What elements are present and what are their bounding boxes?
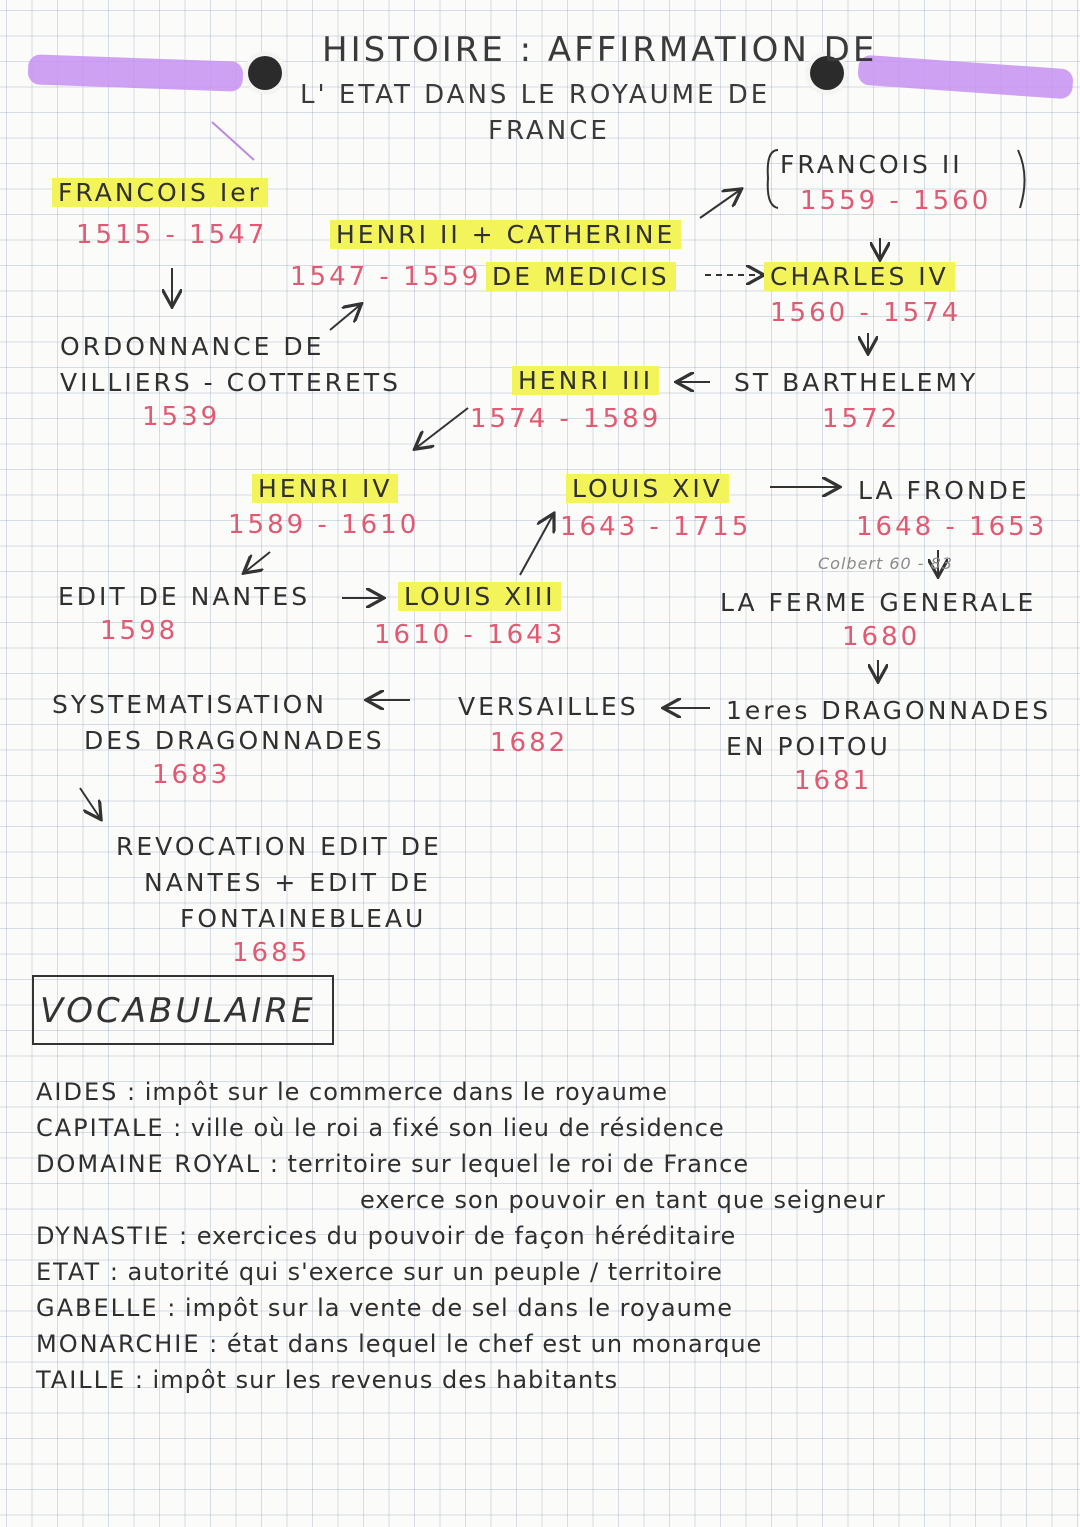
systematisation-date: 1683 [152,760,231,790]
page-title-line2: L' ETAT DANS LE ROYAUME DE [300,80,771,110]
vocab-term: AIDES [36,1078,119,1106]
edit-nantes-name: EDIT DE NANTES [58,582,311,611]
vocab-definition: : impôt sur la vente de sel dans le royaume [167,1294,733,1322]
vocab-entry [360,1186,886,1214]
ferme-date: 1680 [842,622,921,652]
henri2-dates: 1547 - 1559 [290,262,482,292]
edit-nantes-date: 1598 [100,616,179,646]
louis14-name: LOUIS XIV [566,474,729,503]
francois1-name: FRANCOIS Ier [52,178,268,207]
henri3-dates: 1574 - 1589 [470,404,662,434]
vocab-entry [36,1222,736,1250]
versailles-name: VERSAILLES [458,692,639,721]
ferme-name: LA FERME GENERALE [720,588,1037,617]
ordonnance-date: 1539 [142,402,221,432]
vocab-definition: : ville où le roi a fixé son lieu de résidence [173,1114,725,1142]
vocab-definition: : impôt sur le commerce dans le royaume [127,1078,668,1106]
fronde-dates: 1648 - 1653 [856,512,1048,542]
louis13-dates: 1610 - 1643 [374,620,566,650]
revocation-line1: REVOCATION EDIT DE [116,832,442,861]
vocab-definition: : autorité qui s'exerce sur un peuple / territoire [109,1258,723,1286]
henri3-name: HENRI III [512,366,659,395]
louis13-name: LOUIS XIII [398,582,561,611]
revocation-line3: FONTAINEBLEAU [180,904,427,933]
vocab-entry [36,1150,749,1178]
dragonnades-line1: 1eres DRAGONNADES [726,696,1052,725]
francois1-dates: 1515 - 1547 [76,220,268,250]
vocabulaire-box [32,975,334,1045]
vocab-term: GABELLE [36,1294,159,1322]
francois2-name: FRANCOIS II [780,150,963,179]
vocab-definition: : exercices du pouvoir de façon héréditaire [178,1222,737,1250]
revocation-line2: NANTES + EDIT DE [144,868,431,897]
pencil-stroke [212,122,254,160]
vocab-term: CAPITALE [36,1114,165,1142]
ordonnance-line2: VILLIERS - COTTERETS [60,368,401,397]
versailles-date: 1682 [490,728,569,758]
arrow-henri4-to-edit [245,552,270,572]
vocab-term: MONARCHIE [36,1330,201,1358]
dragonnades-date: 1681 [794,766,873,796]
vocab-entry [36,1078,668,1106]
vocab-term: DYNASTIE [36,1222,171,1250]
ordonnance-line1: ORDONNANCE DE [60,332,325,361]
vocab-definition: : territoire sur lequel le roi de France [269,1150,750,1178]
henri2-name-line2: DE MEDICIS [486,262,676,291]
louis14-dates: 1643 - 1715 [560,512,752,542]
vocab-term: TAILLE [36,1366,127,1394]
charles4-name: CHARLES IV [764,262,955,291]
revocation-date: 1685 [232,938,311,968]
arrow-henri2-to-francois2 [700,190,740,218]
arrow-systematisation-to-revocation [80,788,100,818]
fronde-name: LA FRONDE [858,476,1030,505]
vocab-entry [36,1294,733,1322]
francois2-dates: 1559 - 1560 [800,186,992,216]
vocab-term: DOMAINE ROYAL [36,1150,262,1178]
vocab-entry [36,1366,618,1394]
dragonnades-line2: EN POITOU [726,732,891,761]
barthelemy-date: 1572 [822,404,901,434]
arrow-louis13-to-louis14 [520,515,553,575]
henri4-name: HENRI IV [252,474,398,503]
vocab-definition: exerce son pouvoir en tant que seigneur [360,1186,886,1214]
vocab-definition: : impôt sur les revenus des habitants [134,1366,619,1394]
vocab-entry [36,1330,762,1358]
arrow-ordonnance-to-henri2 [330,305,360,330]
vocabulaire-heading: VOCABULAIRE [40,991,316,1031]
colbert-note: Colbert 60 - 83 [818,554,954,573]
vocab-entry [36,1114,725,1142]
vocab-definition: : état dans lequel le chef est un monarque [209,1330,763,1358]
henri2-name: HENRI II + CATHERINE [330,220,681,249]
page-title-line3: FRANCE [488,116,610,146]
arrow-henri3-to-henri4 [416,408,468,448]
vocab-term: ETAT [36,1258,102,1286]
page-title-line1: HISTOIRE : AFFIRMATION DE [322,30,878,70]
vocab-entry [36,1258,723,1286]
henri4-dates: 1589 - 1610 [228,510,420,540]
systematisation-line1: SYSTEMATISATION [52,690,327,719]
charles4-dates: 1560 - 1574 [770,298,962,328]
systematisation-line2: DES DRAGONNADES [84,726,385,755]
barthelemy-name: ST BARTHELEMY [734,368,979,397]
